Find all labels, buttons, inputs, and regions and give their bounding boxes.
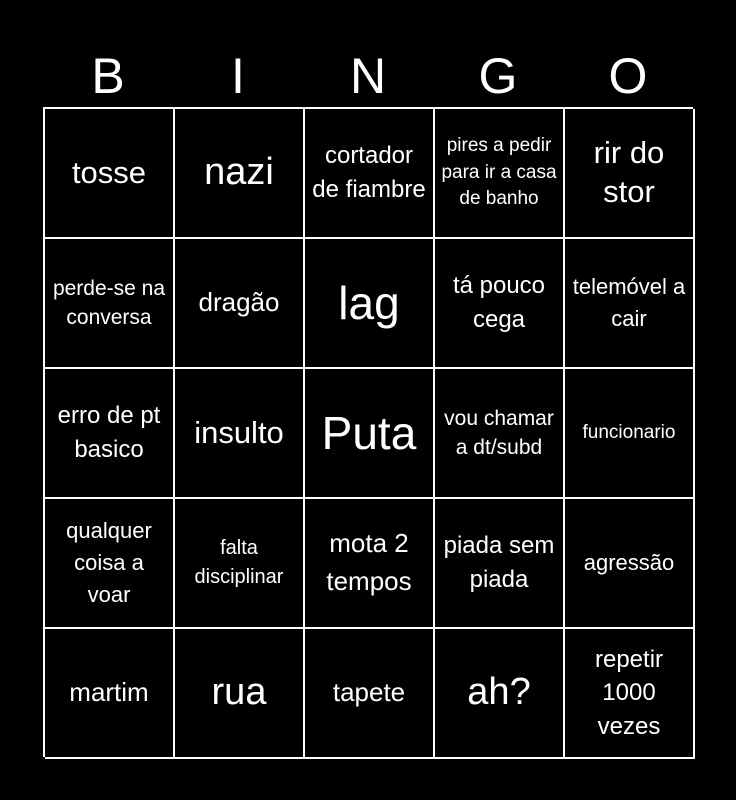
bingo-cell[interactable] bbox=[305, 499, 435, 629]
header-letter-g: G bbox=[478, 48, 518, 104]
bingo-cell[interactable] bbox=[45, 499, 175, 629]
bingo-cell[interactable] bbox=[565, 499, 695, 629]
bingo-cell[interactable] bbox=[305, 109, 435, 239]
bingo-cell[interactable] bbox=[175, 109, 305, 239]
bingo-cell[interactable] bbox=[175, 629, 305, 759]
bingo-cell[interactable] bbox=[175, 239, 305, 369]
bingo-cell[interactable] bbox=[305, 629, 435, 759]
cell-text: tosse bbox=[71, 154, 147, 190]
bingo-cell[interactable] bbox=[435, 109, 565, 239]
header-letter-b: B bbox=[91, 48, 125, 104]
bingo-cell[interactable] bbox=[565, 239, 695, 369]
cell-text: vou chamar a dt/subd bbox=[444, 406, 554, 459]
bingo-cell[interactable] bbox=[435, 369, 565, 499]
bingo-cell[interactable] bbox=[45, 239, 175, 369]
header-letter-o: O bbox=[608, 48, 648, 104]
bingo-cell[interactable] bbox=[45, 369, 175, 499]
cell-text: perde-se na conversa bbox=[52, 276, 166, 329]
cell-text: rua bbox=[211, 671, 267, 714]
cell-text: funcionario bbox=[582, 421, 676, 443]
bingo-cell[interactable] bbox=[305, 239, 435, 369]
cell-text: martim bbox=[69, 677, 149, 708]
cell-text: tapete bbox=[332, 677, 406, 708]
bingo-cell[interactable] bbox=[45, 629, 175, 759]
cell-text: agressão bbox=[583, 550, 675, 576]
bingo-cell[interactable] bbox=[175, 499, 305, 629]
bingo-cell[interactable] bbox=[175, 369, 305, 499]
bingo-cell[interactable] bbox=[435, 239, 565, 369]
cell-text: repetir 1000 vezes bbox=[594, 645, 664, 740]
cell-text: insulto bbox=[194, 414, 284, 450]
cell-text: qualquer coisa a voar bbox=[66, 518, 152, 607]
cell-text: piada sem piada bbox=[443, 532, 555, 593]
cell-text: ah? bbox=[467, 671, 531, 714]
cell-text: cortador de fiambre bbox=[312, 142, 426, 203]
bingo-header bbox=[43, 44, 693, 108]
bingo-cell[interactable] bbox=[435, 629, 565, 759]
bingo-cell[interactable] bbox=[565, 369, 695, 499]
cell-text: falta disciplinar bbox=[194, 537, 284, 588]
cell-text: dragão bbox=[198, 287, 280, 318]
cell-text: erro de pt basico bbox=[57, 402, 161, 463]
bingo-cell[interactable] bbox=[305, 369, 435, 499]
bingo-cell[interactable] bbox=[435, 499, 565, 629]
cell-text: telemóvel a cair bbox=[572, 274, 686, 331]
bingo-grid bbox=[43, 107, 693, 757]
cell-text: mota 2 tempos bbox=[326, 528, 412, 596]
bingo-cell[interactable] bbox=[565, 629, 695, 759]
bingo-cell[interactable] bbox=[45, 109, 175, 239]
cell-text: rir do stor bbox=[593, 135, 665, 209]
cell-text: Puta bbox=[321, 406, 417, 459]
cell-text: nazi bbox=[204, 151, 274, 194]
cell-text: pires a pedir para ir a casa de banho bbox=[441, 135, 557, 210]
cell-text: lag bbox=[338, 276, 400, 329]
header-letter-i: I bbox=[231, 48, 245, 104]
header-letter-n: N bbox=[349, 48, 387, 104]
bingo-cell[interactable] bbox=[565, 109, 695, 239]
cell-text: tá pouco cega bbox=[452, 272, 546, 333]
